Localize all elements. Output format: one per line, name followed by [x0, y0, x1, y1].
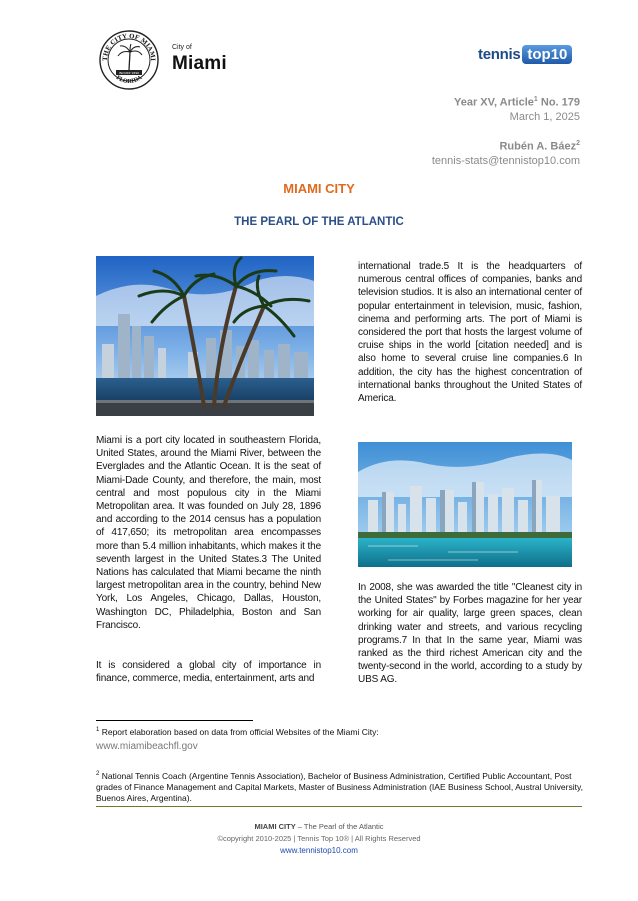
footnote-1-url[interactable]: www.miamibeachfl.gov	[96, 741, 198, 752]
body-paragraph-4: In 2008, she was awarded the title "Cleanest city in the United States" by Forbes magazine for her year working for air quality, large green spaces, clean drinking water and streets, and various recycling programs.7 In that In the same year, Miami was ranked as the third richest American city and the twenty-second in the world, according to a study by UBS AG.	[358, 582, 582, 686]
footnote-1-text: Report elaboration based on data from official Websites of the Miami City:	[99, 727, 379, 737]
footer-copyright: ©copyright 2010-2025 | Tennis Top 10® | All Rights Reserved	[217, 834, 421, 843]
footer-website-link[interactable]: www.tennistop10.com	[280, 846, 358, 855]
body-paragraph-2: It is considered a global city of importance in finance, commerce, media, entertainment, arts and	[96, 660, 321, 685]
issue-line	[454, 96, 580, 109]
footnote-1	[96, 727, 379, 737]
footer-separator	[96, 806, 582, 807]
seal-center-text: INCORP 1896	[118, 71, 140, 75]
footer-title	[0, 822, 638, 831]
seal-text-bottom: FLORIDA	[114, 74, 144, 86]
body-paragraph-3: international trade.5 It is the headquarters of numerous central offices of companies, banks and television studios. It is also an international center of popular entertainment in television, music, fashion, cinema and performing arts. The port of Miami is considered the port that hosts the largest volume of cruise ships in the world [citation needed] and is also home to several cruise line companies.6 In addition, the city has the highest concentration of international banks throughout the United States of America.	[358, 261, 582, 405]
body-paragraph-1: Miami is a port city located in southeastern Florida, United States, around the Miami River, between the Everglades and the Atlantic Ocean. It is the seat of Miami-Dade County, and therefore, the main, most central and most populous city in the Miami Metropolitan area. It was founded on July 28, 1896 and according to the 2014 census has a population of 417,650; its metropolitan area encompasses more than 5.4 million inhabitants, which makes it the seventh largest in the United States.3 The United Nations has calculated that Miami became the ninth largest metropolitan area in the country, behind New York, Los Angeles, Chicago, Dallas, Houston, Washington DC, Philadelphia, Boston and San Francisco.	[96, 435, 321, 631]
city-of-label: City of	[172, 44, 192, 51]
footnote-separator	[96, 720, 253, 721]
article-subtitle: THE PEARL OF THE ATLANTIC	[234, 216, 404, 228]
footnote-2-mark: 2	[96, 771, 100, 777]
logo-top10-box: top10	[522, 45, 572, 64]
logo-tennis-text: tennis	[478, 45, 521, 63]
tennis-top10-logo	[478, 42, 572, 66]
footer-title-rest: – The Pearl of the Atlantic	[295, 822, 384, 831]
footnote-2-text: National Tennis Coach (Argentine Tennis Association), Bachelor of Business Administration, Certified Public Accountant, Post grades of Finance Management and Capital Markets, Master of Business Administration (IAE Business School, Austral University, Buenos Aires, Argentina).	[96, 770, 583, 804]
miami-palms-photo	[96, 256, 314, 416]
article-date: March 1, 2025	[509, 111, 580, 123]
article-title: MIAMI CITY	[283, 181, 355, 196]
footer-title-bold: MIAMI CITY	[254, 822, 296, 831]
author-email: tennis-stats@tennistop10.com	[431, 155, 580, 167]
author-footnote-mark: 2	[576, 140, 580, 147]
author-line	[499, 140, 580, 153]
city-seal	[99, 30, 159, 90]
footnote-1-mark: 1	[96, 727, 100, 734]
footnote-2	[96, 769, 586, 804]
city-name: Miami	[172, 53, 227, 74]
author-name: Rubén A. Báez	[499, 140, 577, 153]
issue-prefix: Year XV, Article	[454, 96, 534, 109]
issue-footnote-mark: 1	[533, 96, 538, 103]
issue-number: No. 179	[537, 96, 580, 109]
seal-text-top: THE CITY OF MIAMI	[101, 32, 157, 62]
miami-skyline-photo	[358, 442, 572, 567]
